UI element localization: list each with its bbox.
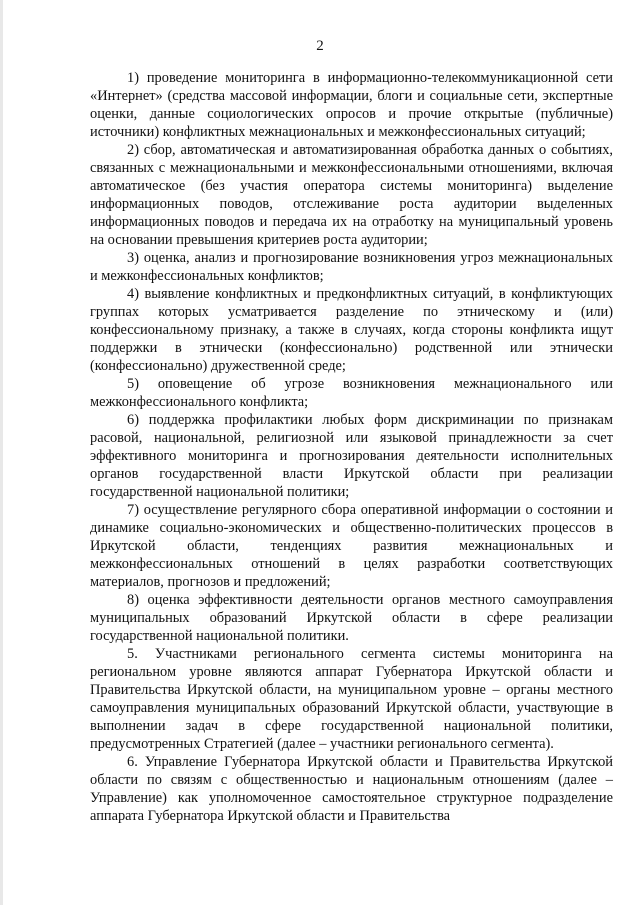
document-body bbox=[90, 69, 613, 825]
paragraph-item-3: 3) оценка, анализ и прогнозирование возникновения угроз межнациональных и межконфессиональных конфликтов; bbox=[90, 250, 613, 284]
paragraph-item-7: 7) осуществление регулярного сбора оперативной информации о состоянии и динамике социально-экономических и общественно-политических процессов в Иркутской области, тенденциях развития межнациональных и межконфессиональных отношений в целях разработки соответствующих материалов, прогнозов и предложений; bbox=[90, 502, 613, 590]
paragraph-section-6: 6. Управление Губернатора Иркутской области и Правительства Иркутской области по связям с общественностью и национальным отношениям (далее – Управление) как уполномоченное самостоятельное структурное подразделение аппарата Губернатора Иркутской области и Правительства bbox=[90, 754, 613, 824]
paragraph-item-4: 4) выявление конфликтных и предконфликтных ситуаций, в конфликтующих группах которых усматривается разделение по этническому и (или) конфессиональному признаку, а также в случаях, когда стороны конфликта ищут поддержки в этнически (конфессионально) родственной или этнически (конфессионально) дружественной среде; bbox=[90, 286, 613, 374]
paragraph-item-1: 1) проведение мониторинга в информационно-телекоммуникационной сети «Интернет» (средства массовой информации, блоги и социальные сети, экспертные оценки, данные социологических опросов и прочие открытые (публичные) источники) конфликтных межнациональных и межконфессиональных ситуаций; bbox=[90, 70, 613, 140]
page-number: 2 bbox=[316, 38, 324, 54]
paragraph-item-6: 6) поддержка профилактики любых форм дискриминации по признакам расовой, национальной, религиозной или языковой принадлежности за счет эффективного мониторинга и прогнозирования деятельности исполнительных органов государственной власти Иркутской области при реализации государственной национальной политики; bbox=[90, 412, 613, 500]
paragraph-item-2: 2) сбор, автоматическая и автоматизированная обработка данных о событиях, связанных с межнациональными и межконфессиональными отношениями, включая автоматическое (без участия оператора системы мониторинга) выделение информационных поводов, отслеживание роста аудитории выделенных информационных поводов и передача их на отработку на муниципальный уровень на основании превышения критериев роста аудитории; bbox=[90, 142, 613, 248]
paragraph-item-5: 5) оповещение об угрозе возникновения межнационального или межконфессионального конфликта; bbox=[90, 376, 613, 410]
paragraph-item-8: 8) оценка эффективности деятельности органов местного самоуправления муниципальных образований Иркутской области в сфере реализации государственной национальной политики. bbox=[90, 592, 613, 644]
paragraph-section-5: 5. Участниками регионального сегмента системы мониторинга на региональном уровне являются аппарат Губернатора Иркутской области и Правительства Иркутской области, на муниципальном уровне – органы местного самоуправления муниципальных образований Иркутской области, участвующие в выполнении задач в сфере государственной национальной политики, предусмотренных Стратегией (далее – участники регионального сегмента). bbox=[90, 646, 613, 752]
